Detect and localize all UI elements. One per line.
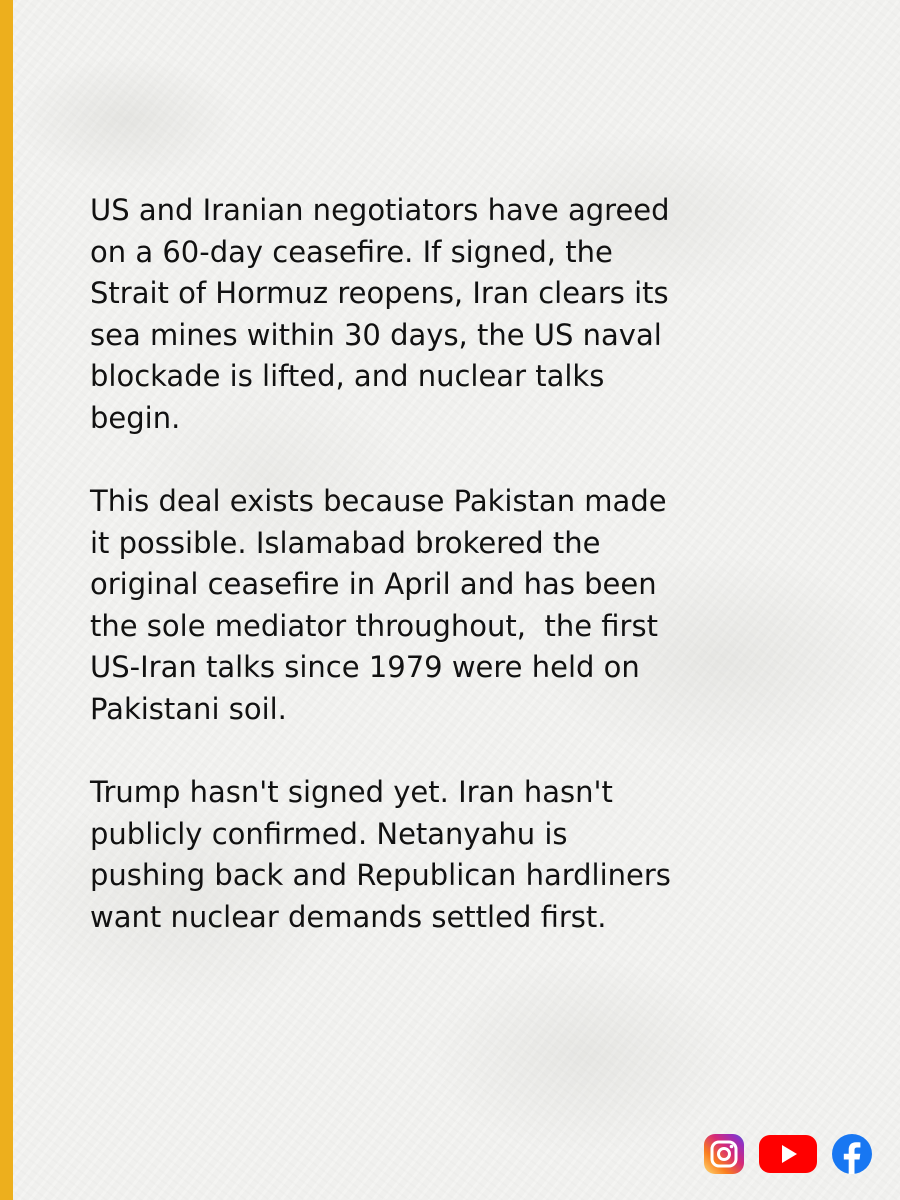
facebook-icon[interactable] (830, 1132, 874, 1176)
text-line: the sole mediator throughout, the first (90, 608, 658, 643)
text-line: sea mines within 30 days, the US naval (90, 317, 662, 352)
text-line: begin. (90, 400, 181, 435)
paragraph-2 (90, 481, 780, 730)
text-line: on a 60-day ceasefire. If signed, the (90, 234, 613, 269)
text-line: US and Iranian negotiators have agreed (90, 193, 670, 227)
text-line: Trump hasn't signed yet. Iran hasn't (90, 775, 613, 809)
paragraph-3 (90, 772, 780, 938)
text-line: Strait of Hormuz reopens, Iran clears its (90, 276, 669, 310)
youtube-icon[interactable] (758, 1132, 818, 1176)
youtube-glyph (758, 1132, 818, 1176)
text-line: Pakistani soil. (90, 691, 287, 726)
text-line: publicly confirmed. Netanyahu is (90, 816, 568, 851)
text-line: US-Iran talks since 1979 were held on (90, 650, 640, 684)
paragraph-1 (90, 190, 780, 439)
article-body (90, 190, 780, 980)
instagram-glyph (702, 1132, 746, 1176)
accent-bar (0, 0, 13, 1200)
text-line: blockade is lifted, and nuclear talks (90, 359, 605, 393)
facebook-glyph (830, 1132, 874, 1176)
instagram-icon[interactable] (702, 1132, 746, 1176)
text-line: it possible. Islamabad brokered the (90, 525, 601, 560)
text-line: original ceasefire in April and has been (90, 567, 657, 601)
social-links (702, 1132, 874, 1176)
text-line: want nuclear demands settled first. (90, 899, 607, 934)
text-line: This deal exists because Pakistan made (90, 484, 667, 518)
text-line: pushing back and Republican hardliners (90, 858, 671, 892)
